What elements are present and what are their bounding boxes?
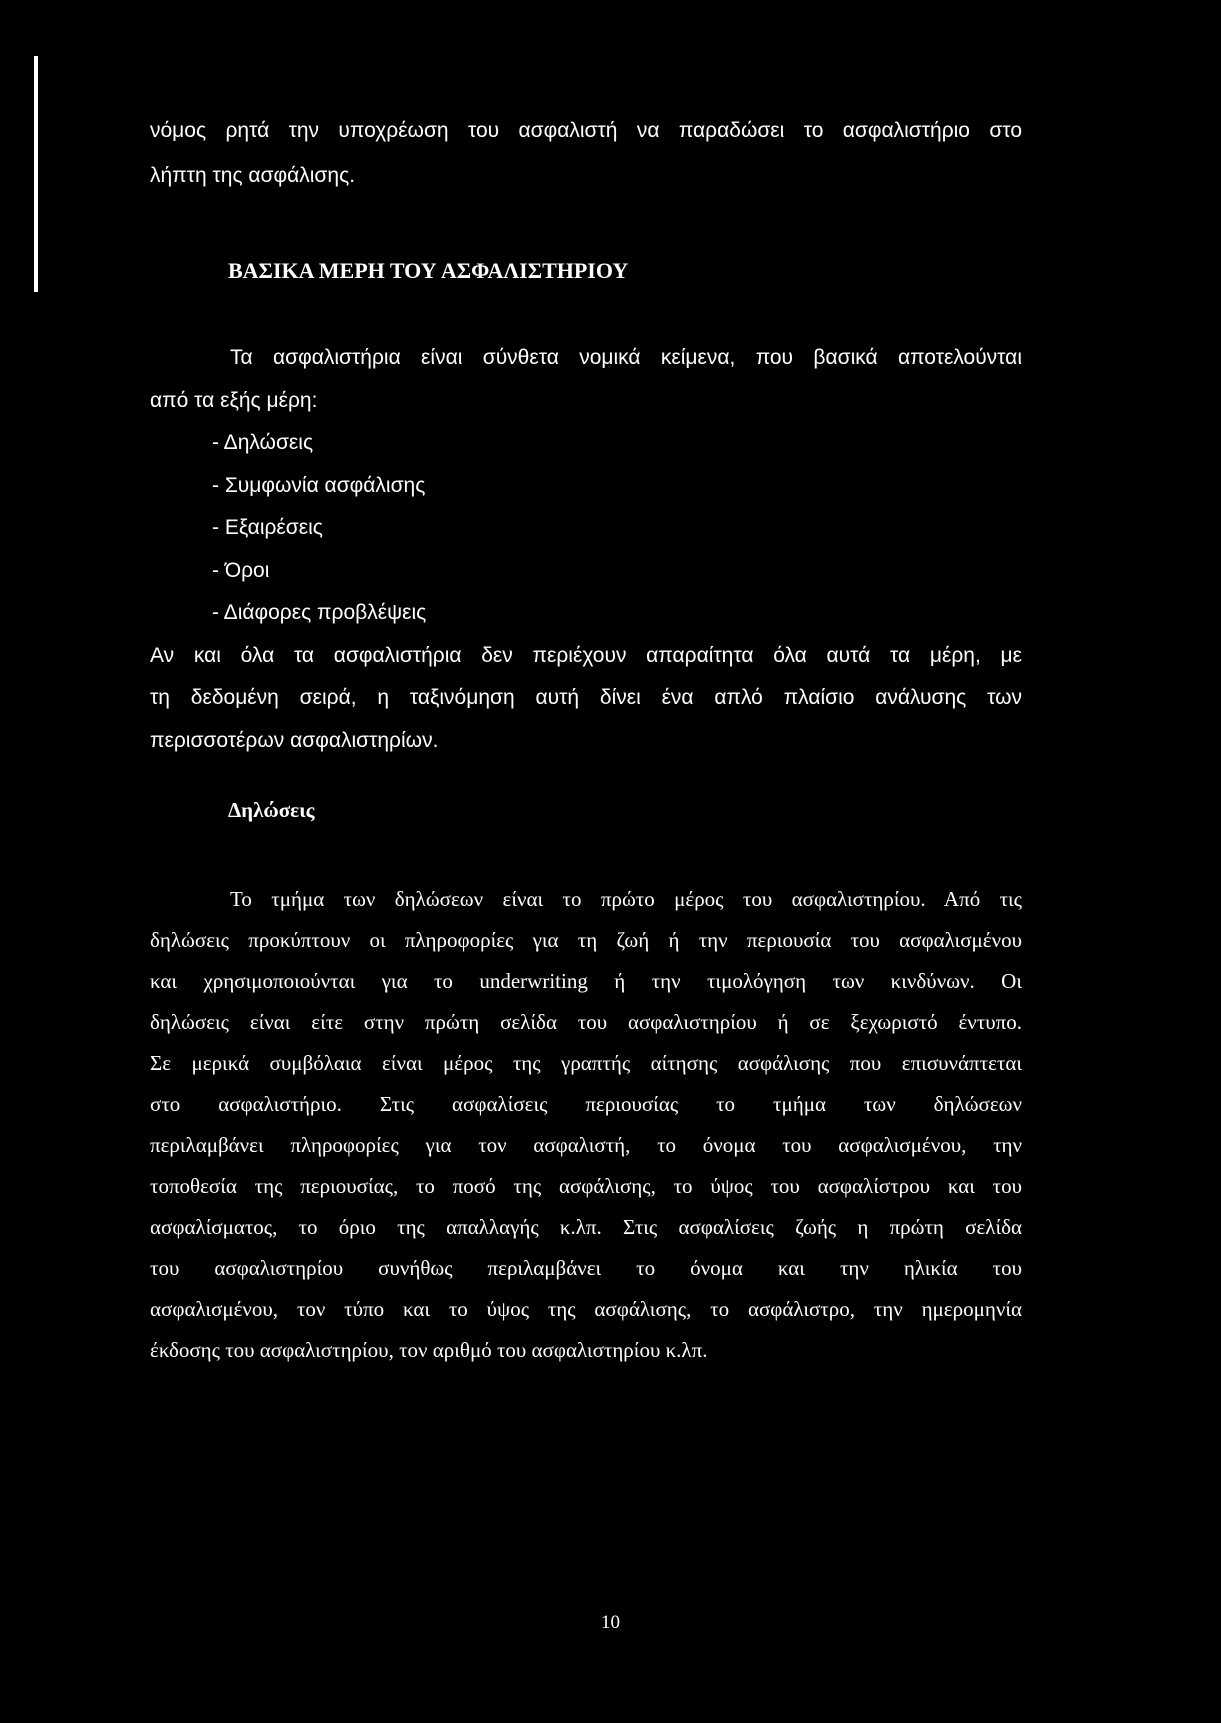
declarations-paragraph [150, 879, 1022, 1371]
list-item: - Συμφωνία ασφάλισης [212, 473, 426, 497]
intro-paragraph [150, 108, 1022, 198]
subsection-heading: Δηλώσεις [228, 798, 315, 822]
list-item: - Διάφορες προβλέψεις [212, 601, 427, 624]
list-item: - Όροι [212, 558, 270, 582]
parts-paragraph [150, 337, 1022, 422]
text-line: στο ασφαλιστήριο. Στις ασφαλίσεις περιουσίας το τμήμα των δηλώσεων [150, 1092, 1022, 1116]
list-item: - Δηλώσεις [212, 431, 314, 454]
text-line: Σε μερικά συμβόλαια είναι μέρος της γραπτής αίτησης ασφάλισης που επισυνάπτεται [150, 1051, 1022, 1075]
text-line: τη δεδομένη σειρά, η ταξινόμηση αυτή δίνει ένα απλό πλαίσιο ανάλυσης των [150, 686, 1022, 709]
text-line: λήπτη της ασφάλισης. [150, 164, 356, 187]
text-line: από τα εξής μέρη: [150, 388, 318, 412]
text-line: έκδοσης του ασφαλιστηρίου, τον αριθμό του ασφαλιστηρίου κ.λπ. [150, 1338, 708, 1362]
text-line: Το τμήμα των δηλώσεων είναι το πρώτο μέρος του ασφαλιστηρίου. Από τις [230, 887, 1022, 911]
parts-note-paragraph [150, 635, 1022, 763]
scan-margin-line [34, 56, 38, 292]
page-number: 10 [601, 1612, 620, 1633]
text-line: Τα ασφαλιστήρια είναι σύνθετα νομικά κείμενα, που βασικά αποτελούνται [230, 346, 1022, 369]
text-line: ασφαλίσματος, το όριο της απαλλαγής κ.λπ. Στις ασφαλίσεις ζωής η πρώτη σελίδα [150, 1215, 1022, 1239]
text-line: δηλώσεις προκύπτουν οι πληροφορίες για τη ζωή ή την περιουσία του ασφαλισμένου [150, 928, 1022, 952]
list-item: - Εξαιρέσεις [212, 516, 323, 539]
parts-list [150, 422, 1022, 635]
text-line: νόμος ρητά την υποχρέωση του ασφαλιστή να παραδώσει το ασφαλιστήριο στο [150, 119, 1022, 142]
section-heading: ΒΑΣΙΚΑ ΜΕΡΗ ΤΟΥ ΑΣΦΑΛΙΣΤΗΡΙΟΥ [228, 258, 629, 283]
text-line: περισσοτέρων ασφαλιστηρίων. [150, 728, 439, 752]
text-line: περιλαμβάνει πληροφορίες για τον ασφαλιστή, το όνομα του ασφαλισμένου, την [150, 1133, 1022, 1157]
text-line: δηλώσεις είναι είτε στην πρώτη σελίδα του ασφαλιστηρίου ή σε ξεχωριστό έντυπο. [150, 1010, 1022, 1034]
document-page [150, 108, 1022, 1371]
text-line: Αν και όλα τα ασφαλιστήρια δεν περιέχουν απαραίτητα όλα αυτά τα μέρη, με [150, 643, 1022, 667]
text-line: και χρησιμοποιούνται για το underwriting ή την τιμολόγηση των κινδύνων. Οι [150, 969, 1022, 993]
text-line: τοποθεσία της περιουσίας, το ποσό της ασφάλισης, το ύψος του ασφαλίστρου και του [150, 1174, 1022, 1198]
text-line: του ασφαλιστηρίου συνήθως περιλαμβάνει το όνομα και την ηλικία του [150, 1256, 1022, 1280]
text-line: ασφαλισμένου, τον τύπο και το ύψος της ασφάλισης, το ασφάλιστρο, την ημερομηνία [150, 1297, 1022, 1321]
